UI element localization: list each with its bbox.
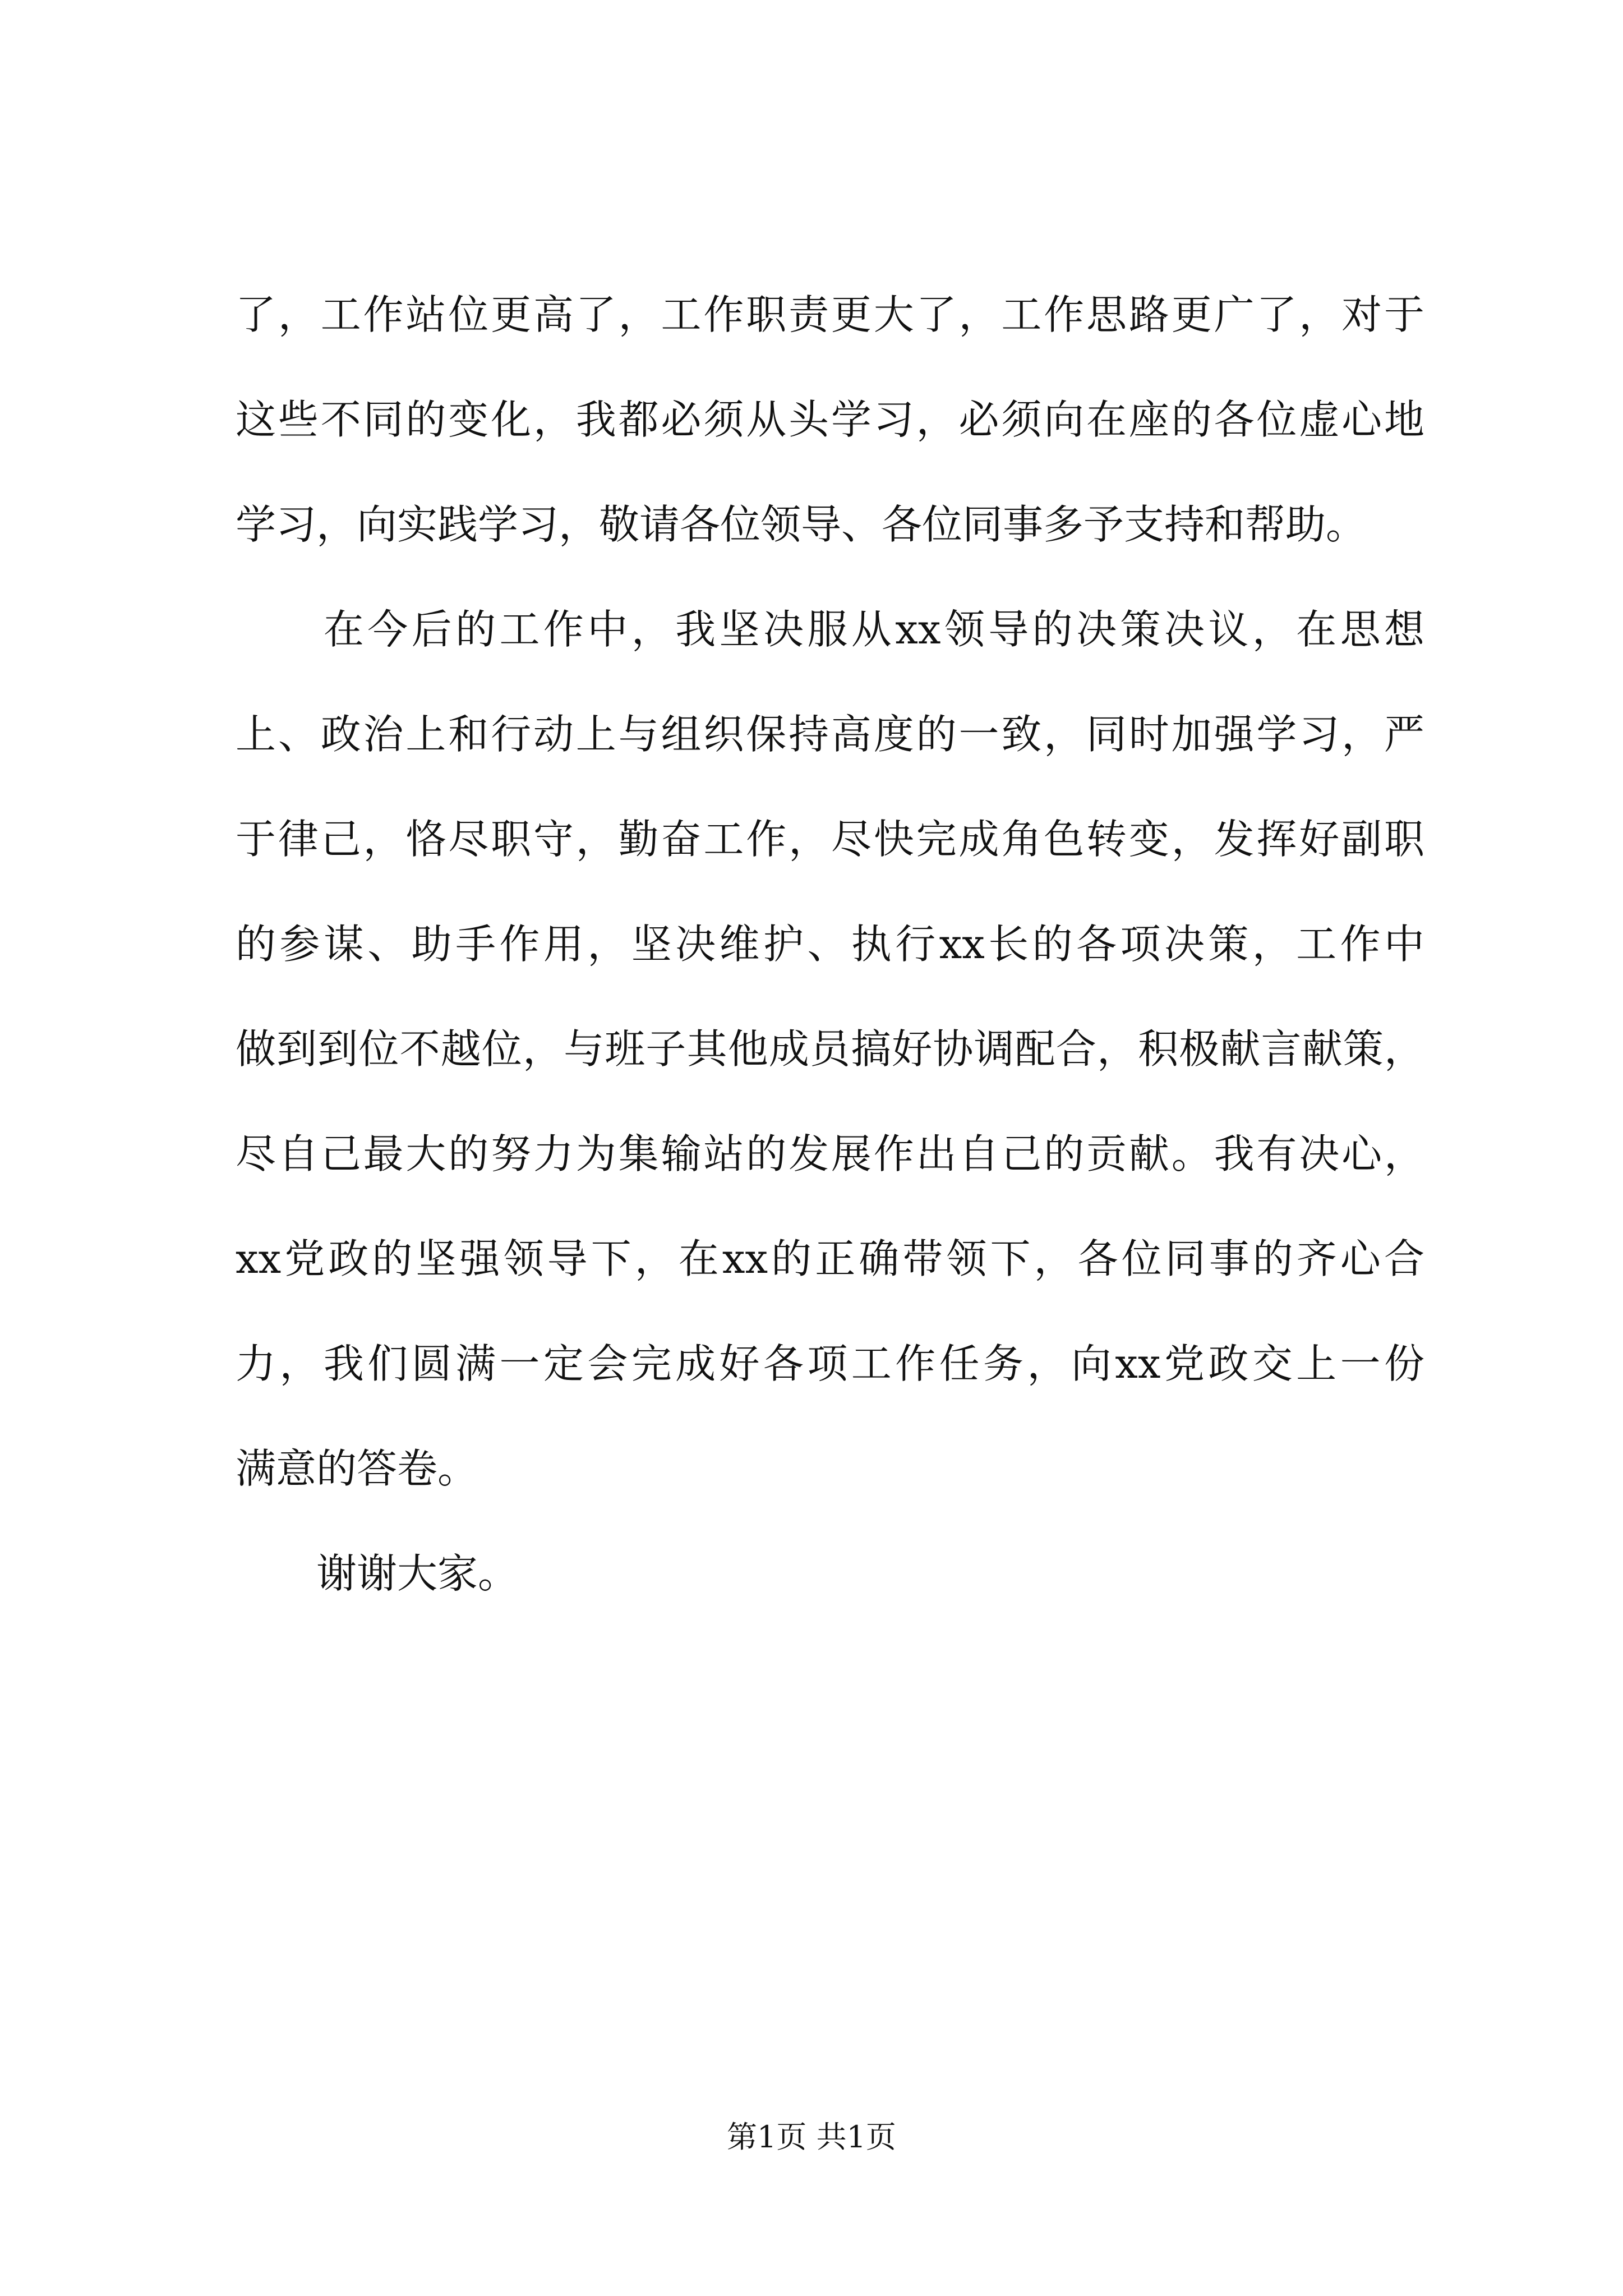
text-line-9: 尽自己最大的努力为集输站的发展作出自己的贡献。我有决心，: [236, 1130, 1424, 1177]
text-line-1: 了，工作站位更高了，工作职责更大了，工作思路更广了，对于: [236, 291, 1424, 338]
text-line-11: 力，我们圆满一定会完成好各项工作任务，向xx党政交上一份: [236, 1340, 1424, 1387]
text-line-5: 上、政治上和行动上与组织保持高度的一致，同时加强学习，严: [236, 711, 1424, 758]
text-line-13: 谢谢大家。: [236, 1550, 519, 1597]
text-line-12: 满意的答卷。: [236, 1445, 478, 1492]
text-line-2: 这些不同的变化，我都必须从头学习，必须向在座的各位虚心地: [236, 396, 1424, 443]
text-line-3: 学习，向实践学习，敬请各位领导、各位同事多予支持和帮助。: [236, 501, 1367, 548]
text-line-4: 在今后的工作中，我坚决服从xx领导的决策决议，在思想: [236, 606, 1424, 653]
text-line-7: 的参谋、助手作用，坚决维护、执行xx长的各项决策，工作中: [236, 921, 1424, 968]
text-line-8: 做到到位不越位，与班子其他成员搞好协调配合，积极献言献策，: [236, 1025, 1424, 1073]
page-footer: 第1页 共1页: [727, 2119, 896, 2155]
text-line-6: 于律己，恪尽职守，勤奋工作，尽快完成角色转变，发挥好副职: [236, 816, 1424, 863]
document-body: [236, 263, 1424, 1626]
text-line-10: xx党政的坚强领导下，在xx的正确带领下，各位同事的齐心合: [236, 1235, 1424, 1282]
